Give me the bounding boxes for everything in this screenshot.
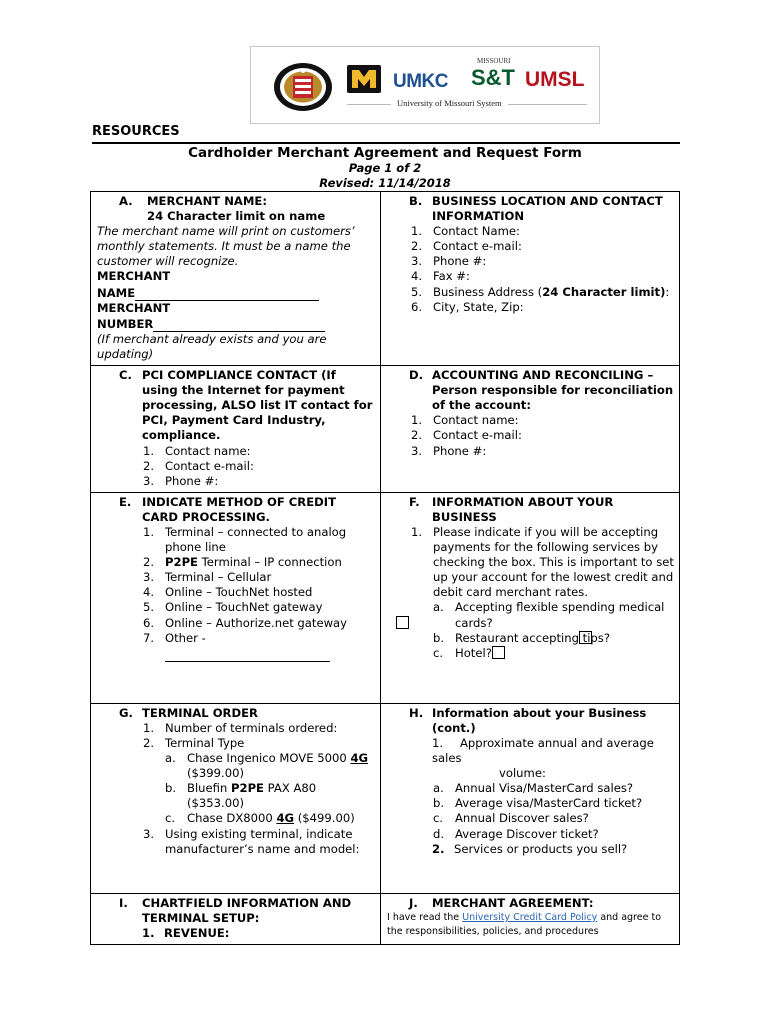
credit-card-policy-link[interactable]: University Credit Card Policy xyxy=(462,911,598,923)
umkc-logo: UMKC xyxy=(393,71,448,92)
dx8000-4g: 4G xyxy=(276,811,295,826)
business-address-field[interactable] xyxy=(433,285,669,299)
section-a-label: A. xyxy=(119,194,133,208)
mizzou-logo-icon xyxy=(347,65,381,93)
section-i-label: I. xyxy=(119,895,128,910)
section-b-label: B. xyxy=(409,194,423,208)
merchant-name-label-2: NAME xyxy=(97,285,136,300)
terminal-ingenico-move[interactable] xyxy=(187,751,368,780)
section-a xyxy=(91,192,381,366)
section-c-title: PCI COMPLIANCE CONTACT (If using the Internet for payment processing, ALSO list IT contact for PCI, Payment Card Industry, compliance. xyxy=(142,368,373,443)
merchant-number-label-1: MERCHANT xyxy=(97,300,171,315)
method-analog-terminal[interactable]: Terminal – connected to analog phone line xyxy=(165,524,347,555)
contact-name-field[interactable]: Contact Name: xyxy=(433,224,520,239)
acct-contact-name-field[interactable]: Contact name: xyxy=(433,413,519,428)
average-discover-field[interactable]: Average Discover ticket? xyxy=(455,826,599,841)
section-g-label: G. xyxy=(119,705,133,720)
section-f: F. INFORMATION ABOUT YOUR BUSINESS 1. Please indicate if you will be accepting payments for the following services by checking the box. This is important to set up your account for the lowest credit and debit card merchant rates. a. Accepting flexible spending medical cards? b. Restaurant accepting tips? c. Hotel? xyxy=(381,492,680,703)
section-d-title: ACCOUNTING AND RECONCILING – Person responsible for reconciliation of the account: xyxy=(432,368,674,413)
bluefin-name: Bluefin xyxy=(187,781,231,796)
section-j xyxy=(381,893,680,944)
merchant-name-label-1: MERCHANT xyxy=(97,269,171,284)
section-h-label: H. xyxy=(409,705,424,720)
page-title: Cardholder Merchant Agreement and Request Form xyxy=(188,145,582,161)
section-heading: RESOURCES xyxy=(92,124,180,139)
section-g: G. TERMINAL ORDER 1. Number of terminals ordered: 2. Terminal Type a. Chase Ingenico MOVE 5000 4G ($399.00) b. Bluefin P2PE PAX A80 ($353.00) c. Chase DX8000 4G ($499.00) 3. Using existing terminal, indicate manufacturer’s name and model: xyxy=(91,703,381,893)
revised-date: Revised: 11/14/2018 xyxy=(319,176,451,190)
address-char-limit: 24 Character limit) xyxy=(542,284,666,299)
annual-visa-mc-field[interactable]: Annual Visa/MasterCard sales? xyxy=(455,781,634,796)
merchant-name-field[interactable] xyxy=(135,285,319,301)
university-seal-icon xyxy=(273,62,333,112)
section-j-label: J. xyxy=(409,895,418,910)
section-h-title: Information about your Business (cont.) xyxy=(432,705,647,735)
pci-contact-email-field[interactable]: Contact e-mail: xyxy=(165,458,254,473)
ingenico-name: Chase Ingenico MOVE 5000 xyxy=(187,751,347,766)
annual-sales-label: Approximate annual and average sales xyxy=(432,735,654,766)
contact-email-field[interactable]: Contact e-mail: xyxy=(433,239,522,254)
hotel-checkbox[interactable] xyxy=(492,646,505,659)
section-f-label: F. xyxy=(409,494,420,509)
section-e-title: INDICATE METHOD OF CREDIT CARD PROCESSING. xyxy=(142,494,336,524)
flexible-spending-label: Accepting flexible spending medical cards? xyxy=(455,600,665,630)
restaurant-tips-label: Restaurant accepting tips? xyxy=(455,630,610,645)
terminals-ordered-field[interactable]: Number of terminals ordered: xyxy=(165,720,338,735)
section-a-title: MERCHANT NAME: xyxy=(147,194,267,208)
method-authorize-net[interactable]: Online – Authorize.net gateway xyxy=(165,615,348,630)
dx8000-price: ($499.00) xyxy=(294,811,355,826)
volume-label: volume: xyxy=(499,766,546,781)
terminal-bluefin-pax[interactable] xyxy=(187,781,316,810)
divider xyxy=(92,142,680,144)
section-e-label: E. xyxy=(119,494,132,509)
page-number: Page 1 of 2 xyxy=(348,161,422,175)
phone-field[interactable]: Phone #: xyxy=(433,254,487,269)
section-c: C. PCI COMPLIANCE CONTACT (If using the Internet for payment processing, ALSO list IT contact for PCI, Payment Card Industry, compliance. 1. Contact name: 2. Contact e-mail: 3. Phone #: xyxy=(91,366,381,493)
address-label: Business Address ( xyxy=(433,284,543,299)
fax-field[interactable]: Fax #: xyxy=(433,269,470,284)
method-ip-terminal[interactable] xyxy=(165,555,342,569)
merchant-name-description: The merchant name will print on customers’ monthly statements. It must be a name the customer will recognize. xyxy=(97,224,355,269)
form-table xyxy=(90,191,680,945)
section-c-label: C. xyxy=(119,368,132,383)
section-b: B. BUSINESS LOCATION AND CONTACT INFORMATION 1. Contact Name: 2. Contact e-mail: 3. Phone #: 4. Fax #: 5. Business Address (24 Character limit): 6. City, State, Zip: xyxy=(381,192,680,366)
merchant-number-label-2: NUMBER xyxy=(97,316,154,331)
section-b-title: BUSINESS LOCATION AND CONTACT INFORMATION xyxy=(432,194,663,224)
ingenico-price: ($399.00) xyxy=(187,766,244,781)
address-colon: : xyxy=(665,284,670,299)
hotel-label: Hotel? xyxy=(455,645,492,660)
ip-terminal-label: Terminal – IP connection xyxy=(197,555,342,570)
other-method-field[interactable] xyxy=(165,646,330,662)
services-instructions: Please indicate if you will be accepting payments for the following services by checking the box. This is important to set up your account for the lowest credit and debit card merchant rates. xyxy=(433,524,674,600)
services-products-field[interactable]: Services or products you sell? xyxy=(454,841,628,856)
revenue-label: REVENUE: xyxy=(164,925,230,940)
st-logo-mark: S&T xyxy=(471,65,515,90)
umsl-logo: UMSL xyxy=(525,68,585,91)
existing-merchant-note: (If merchant already exists and you are updating) xyxy=(97,331,327,361)
section-g-title: TERMINAL ORDER xyxy=(142,705,258,720)
flexible-spending-checkbox[interactable] xyxy=(396,616,409,629)
char-limit-note: 24 Character limit on name xyxy=(147,209,326,224)
method-touchnet-hosted[interactable]: Online – TouchNet hosted xyxy=(165,585,313,600)
section-j-title: MERCHANT AGREEMENT: xyxy=(432,895,594,910)
method-cellular-terminal[interactable]: Terminal – Cellular xyxy=(165,570,272,585)
agreement-text-start: I have read the xyxy=(387,911,463,923)
section-i: I. CHARTFIELD INFORMATION AND TERMINAL SETUP: 1. REVENUE: xyxy=(91,893,381,944)
agreement-text xyxy=(387,911,674,939)
average-visa-mc-field[interactable]: Average visa/MasterCard ticket? xyxy=(455,796,643,811)
city-state-zip-field[interactable]: City, State, Zip: xyxy=(433,299,524,314)
p2pe-label: P2PE xyxy=(165,555,198,570)
section-i-title: CHARTFIELD INFORMATION AND TERMINAL SETUP: xyxy=(142,895,352,925)
method-touchnet-gateway[interactable]: Online – TouchNet gateway xyxy=(165,600,323,615)
merchant-number-field[interactable] xyxy=(153,316,325,332)
section-f-title: INFORMATION ABOUT YOUR BUSINESS xyxy=(432,494,614,524)
acct-phone-field[interactable]: Phone #: xyxy=(433,443,487,458)
pci-contact-name-field[interactable]: Contact name: xyxy=(165,443,251,458)
system-name: University of Missouri System xyxy=(391,98,508,108)
st-logo-missouri: MISSOURI xyxy=(477,57,511,65)
bluefin-price: PAX A80 ($353.00) xyxy=(187,781,317,811)
restaurant-tips-checkbox[interactable] xyxy=(579,631,592,644)
section-e: E. INDICATE METHOD OF CREDIT CARD PROCESSING. 1. Terminal – connected to analog phone line 2. P2PE Terminal – IP connection 3. Terminal – Cellular 4. Online – TouchNet hosted 5. Online – TouchNet gateway 6. Online – Authorize.net gateway 7. Other - xyxy=(91,492,381,703)
section-d: D. ACCOUNTING AND RECONCILING – Person responsible for reconciliation of the account: 1. Contact name: 2. Contact e-mail: 3. Phone #: xyxy=(381,366,680,493)
section-d-label: D. xyxy=(409,368,424,383)
existing-terminal-field[interactable]: Using existing terminal, indicate manufacturer’s name and model: xyxy=(165,826,360,856)
terminal-chase-dx8000[interactable] xyxy=(187,811,355,825)
section-h: H. Information about your Business (cont.) 1. Approximate annual and average sales volume: a. Annual Visa/MasterCard sales? b. Average visa/MasterCard ticket? c. Annual Discover sales? d. Average Discover ticket? 2. Services or products you sell? xyxy=(381,703,680,893)
annual-discover-field[interactable]: Annual Discover sales? xyxy=(455,811,589,826)
pci-phone-field[interactable]: Phone #: xyxy=(165,473,219,488)
method-other[interactable]: Other - xyxy=(165,630,206,645)
terminal-type-label: Terminal Type xyxy=(165,735,245,750)
logo-banner xyxy=(250,46,600,124)
ingenico-4g: 4G xyxy=(350,751,369,766)
bluefin-p2pe: P2PE xyxy=(231,781,264,796)
agreement-text-end: and agree to the responsibilities, policies, and procedures xyxy=(387,911,662,937)
acct-contact-email-field[interactable]: Contact e-mail: xyxy=(433,428,522,443)
dx8000-name: Chase DX8000 xyxy=(187,811,277,826)
